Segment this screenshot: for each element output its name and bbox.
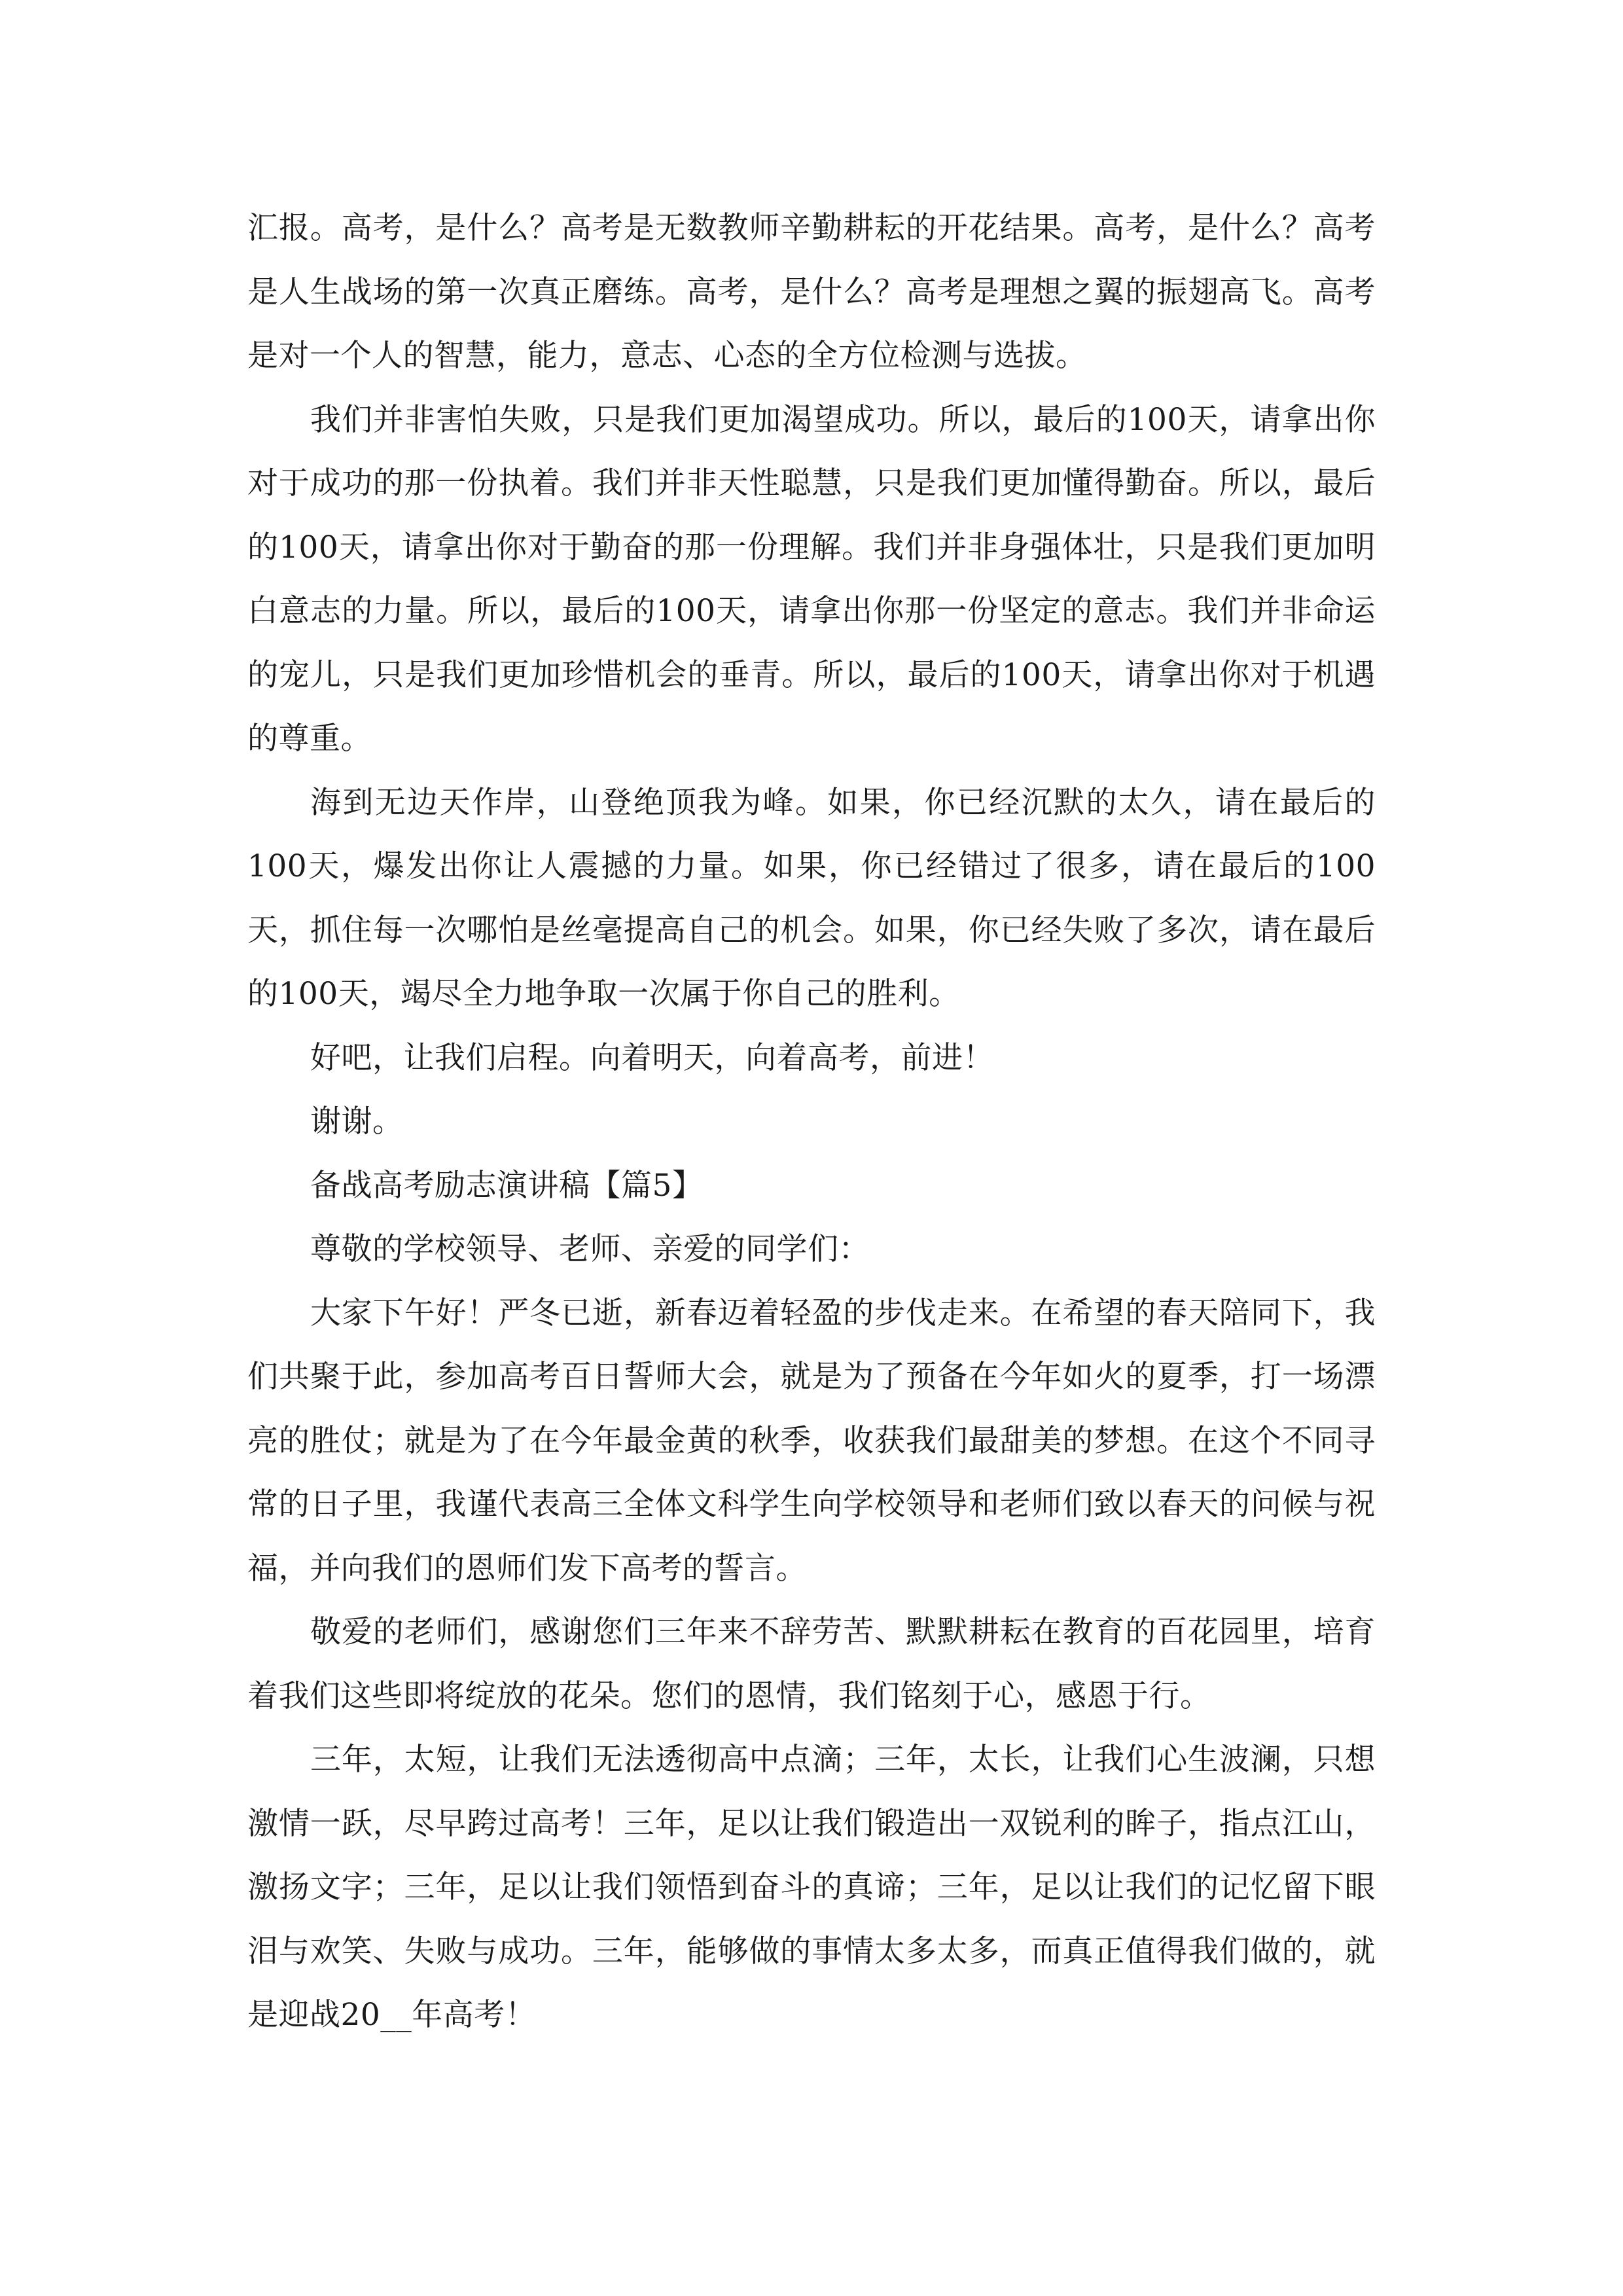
document-body xyxy=(247,196,1376,2047)
paragraph-not-afraid-of-failure: 我们并非害怕失败，只是我们更加渴望成功。所以，最后的100天，请拿出你对于成功的那一份执着。我们并非天性聪慧，只是我们更加懂得勤奋。所以，最后的100天，请拿出你对于勤奋的那一份理解。我们并非身强体壮，只是我们更加明白意志的力量。所以，最后的100天，请拿出你那一份坚定的意志。我们并非命运的宠儿，只是我们更加珍惜机会的垂青。所以，最后的100天，请拿出你对于机遇的尊重。 xyxy=(247,401,1376,757)
paragraph-continuation: 汇报。高考，是什么？高考是无数教师辛勤耕耘的开花结果。高考，是什么？高考是人生战场的第一次真正磨练。高考，是什么？高考是理想之翼的振翅高飞。高考是对一个人的智慧，能力，意志、心态的全方位检测与选拔。 xyxy=(247,210,1376,374)
salutation: 尊敬的学校领导、老师、亲爱的同学们： xyxy=(310,1231,870,1267)
paragraph-set-off: 好吧，让我们启程。向着明天，向着高考，前进！ xyxy=(310,1039,994,1076)
paragraph-thanks: 谢谢。 xyxy=(310,1103,404,1139)
paragraph-sea-horizon: 海到无边天作岸，山登绝顶我为峰。如果，你已经沉默的太久，请在最后的100天，爆发出你让人震撼的力量。如果，你已经错过了很多，请在最后的100天，抓住每一次哪怕是丝毫提高自己的机会。如果，你已经失败了多次，请在最后的100天，竭尽全力地争取一次属于你自己的胜利。 xyxy=(247,784,1376,1012)
paragraph-three-years: 三年，太短，让我们无法透彻高中点滴；三年，太长，让我们心生波澜，只想激情一跃，尽早跨过高考！三年，足以让我们锻造出一双锐利的眸子，指点江山，激扬文字；三年，足以让我们领悟到奋斗的真谛；三年，足以让我们的记忆留下眼泪与欢笑、失败与成功。三年，能够做的事情太多太多，而真正值得我们做的，就是迎战20__年高考！ xyxy=(247,1742,1376,2033)
section-heading: 备战高考励志演讲稿【篇5】 xyxy=(310,1167,704,1204)
paragraph-good-afternoon: 大家下午好！严冬已逝，新春迈着轻盈的步伐走来。在希望的春天陪同下，我们共聚于此，参加高考百日誓师大会，就是为了预备在今年如火的夏季，打一场漂亮的胜仗；就是为了在今年最金黄的秋季，收获我们最甜美的梦想。在这个不同寻常的日子里，我谨代表高三全体文科学生向学校领导和老师们致以春天的问候与祝福，并向我们的恩师们发下高考的誓言。 xyxy=(247,1295,1376,1587)
paragraph-dear-teachers: 敬爱的老师们，感谢您们三年来不辞劳苦、默默耕耘在教育的百花园里，培育着我们这些即将绽放的花朵。您们的恩情，我们铭刻于心，感恩于行。 xyxy=(247,1614,1376,1714)
